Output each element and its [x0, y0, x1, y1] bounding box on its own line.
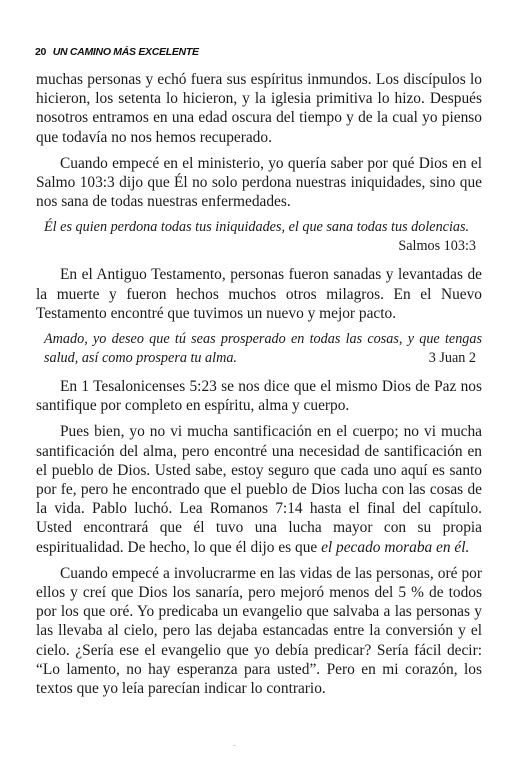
paragraph-text: Pues bien, yo no vi mucha santificación en el cuerpo; no vi mucha santificación del alma, pero encontré una necesidad de santificación en el pueblo de Dios. Usted sabe, estoy seguro que cada uno aquí es santo por fe, pero he encontrado que el pueblo de Dios lucha con las cosas de la vida. Pablo luchó. Lea Romanos 7:14 hasta el final del capítulo. Usted encontrará que él tuvo una lucha mayor con su propia espiritualidad. De hecho, lo que él dijo es que	[36, 423, 482, 556]
paragraph-ministry: Cuando empecé en el ministerio, yo quería saber por qué Dios en el Salmo 103:3 dijo que Él no solo perdona nuestras iniquidades, sino que nos sana de todas nuestras enfermedades.	[36, 154, 482, 211]
quote-text: Él es quien perdona todas tus iniquidades, el que sana todas tus dolencias.	[44, 219, 470, 236]
paragraph-old-testament: En el Antiguo Testamento, personas fueron sanadas y levantadas de la muerte y fueron hechos muchos otros milagros. En el Nuevo Testamento encontré que tuvimos un nuevo y mejor pacto.	[36, 266, 482, 322]
paragraph-sanctification	[36, 422, 482, 556]
quote-reference: Salmos 103:3	[398, 238, 476, 255]
emphasized-phrase: el pecado moraba en él.	[321, 538, 470, 556]
scripture-quote-john	[44, 330, 482, 368]
book-title: UN CAMINO MÁS EXCELENTE	[52, 46, 199, 58]
quote-text: Amado, yo deseo que tú seas prosperado en todas las cosas, y que tengas salud, así como prospera tu alma.	[44, 331, 482, 367]
page-number: 20	[35, 46, 47, 58]
page-mark	[233, 745, 236, 746]
running-header	[35, 46, 199, 58]
scripture-quote-psalm	[44, 218, 482, 256]
paragraph-healing: Cuando empecé a involucrarme en las vidas de las personas, oré por ellos y creí que Dios los sanaría, pero mejoró menos del 5 % de todos por los que oré. Yo predicaba un evangelio que salvaba a las personas y las llevaba al cielo, pero las dejaba estancadas entre la conversión y el cielo. ¿Sería ese el evangelio que yo debía predicar? Sería fácil decir: “Lo lamento, no hay esperanza para usted”. Pero en mi corazón, los textos que yo leía parecían indicar lo contrario.	[36, 564, 482, 698]
paragraph-thessalonians: En 1 Tesalonicenses 5:23 se nos dice que el mismo Dios de Paz nos santifique por completo en espíritu, alma y cuerpo.	[36, 378, 482, 415]
page-body	[36, 70, 482, 705]
quote-reference: 3 Juan 2	[428, 350, 476, 367]
paragraph-continuation: muchas personas y echó fuera sus espíritus inmundos. Los discípulos lo hicieron, los setenta lo hicieron, y la iglesia primitiva lo hizo. Después nosotros entramos en una edad oscura del tiempo y de la cual yo pienso que todavía no nos hemos recuperado.	[36, 71, 482, 146]
